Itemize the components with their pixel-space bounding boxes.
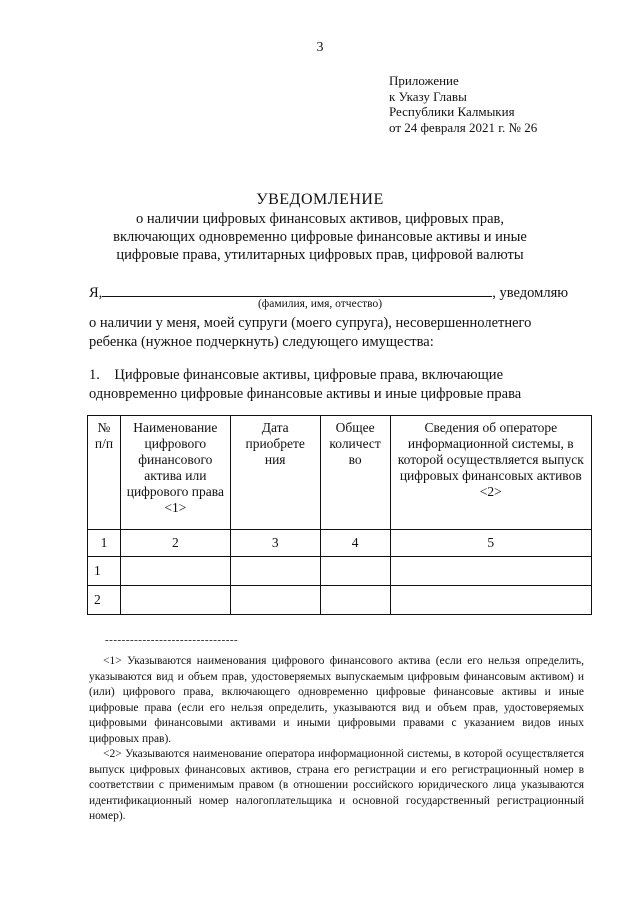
- subtitle-line: цифровые права, утилитарных цифровых прав, цифровой валюты: [116, 247, 524, 263]
- table-cell[interactable]: [120, 586, 230, 615]
- appendix-line: Республики Калмыкия: [389, 104, 515, 119]
- footnote-2: <2> Указываются наименование оператора информационной системы, в которой осуществляется выпуск цифровых финансовых активов, страна его регистрации и его регистрационный номер в соответствии с применимым правом (в отношении российского юридического лица указываются идентификационный номер налогоплательщика и основной государственный регистрационный номер).: [89, 748, 584, 822]
- section-1-line: одновременно цифровые финансовые активы и иные цифровые права: [89, 386, 522, 402]
- appendix-block: [389, 73, 537, 135]
- document-subtitle: [70, 210, 570, 264]
- appendix-line: от 24 февраля 2021 г. № 26: [389, 119, 538, 135]
- column-number: 1: [88, 530, 121, 557]
- footnote-1: <1> Указываются наименования цифрового финансового актива (если его нельзя определить, указываются вид и объем прав, удостоверяемых выпускаемым цифровым финансовым активом) и (или) цифрового права, включающего одновременно цифровые финансовые активы и иные цифровые права (если его нельзя определить, указываются вид и объем прав, удостоверяемых цифровыми финансовыми активами и иными цифровыми правами с указанием видов иных цифровых прав).: [89, 655, 584, 745]
- table-cell[interactable]: [230, 557, 320, 586]
- appendix-line: к Указу Главы: [389, 88, 467, 104]
- section-1-line: 1. Цифровые финансовые активы, цифровые права, включающие: [89, 367, 504, 383]
- declaration-text-line: о наличии у меня, моей супруги (моего супруга), несовершеннолетнего: [89, 315, 532, 331]
- header-cell-name: Наименование цифрового финансового актива или цифрового права <1>: [120, 416, 230, 530]
- table-cell[interactable]: [390, 586, 591, 615]
- header-cell-date: Дата приобрете ния: [230, 416, 320, 530]
- row-number-cell: 1: [88, 557, 121, 586]
- table-row: [88, 557, 592, 586]
- table-cell[interactable]: [320, 586, 390, 615]
- document-title: УВЕДОМЛЕНИЕ: [256, 191, 384, 208]
- column-number: 5: [390, 530, 591, 557]
- column-number: 4: [320, 530, 390, 557]
- appendix-line: Приложение: [389, 73, 459, 88]
- declaration-text: [89, 314, 573, 352]
- page-number: 3: [316, 40, 324, 55]
- table-cell[interactable]: [120, 557, 230, 586]
- footnotes: [89, 654, 584, 825]
- name-fill-line[interactable]: [102, 282, 492, 297]
- column-number: 3: [230, 530, 320, 557]
- column-number-row: [88, 530, 592, 557]
- table-cell[interactable]: [390, 557, 591, 586]
- declaration-suffix: , уведомляю: [492, 285, 569, 301]
- assets-table: [87, 415, 592, 615]
- table-row: [88, 586, 592, 615]
- header-cell-quantity: Общее количест во: [320, 416, 390, 530]
- table-header-row: [88, 416, 592, 530]
- subtitle-line: включающих одновременно цифровые финансовые активы и иные: [113, 229, 527, 245]
- subtitle-line: о наличии цифровых финансовых активов, цифровых прав,: [135, 211, 505, 227]
- declaration-prefix: Я,: [89, 285, 103, 301]
- column-number: 2: [120, 530, 230, 557]
- declaration-text-line: ребенка (нужное подчеркнуть) следующего имущества:: [89, 334, 434, 350]
- table-cell[interactable]: [320, 557, 390, 586]
- footnote-separator: --------------------------------: [105, 634, 239, 646]
- section-1-heading: [89, 366, 573, 404]
- header-cell-number: № п/п: [88, 416, 121, 530]
- name-hint: (фамилия, имя, отчество): [257, 298, 383, 310]
- row-number-cell: 2: [88, 586, 121, 615]
- header-cell-operator: Сведения об операторе информационной системы, в которой осуществляется выпуск цифровых финансовых активов <2>: [390, 416, 591, 530]
- table-cell[interactable]: [230, 586, 320, 615]
